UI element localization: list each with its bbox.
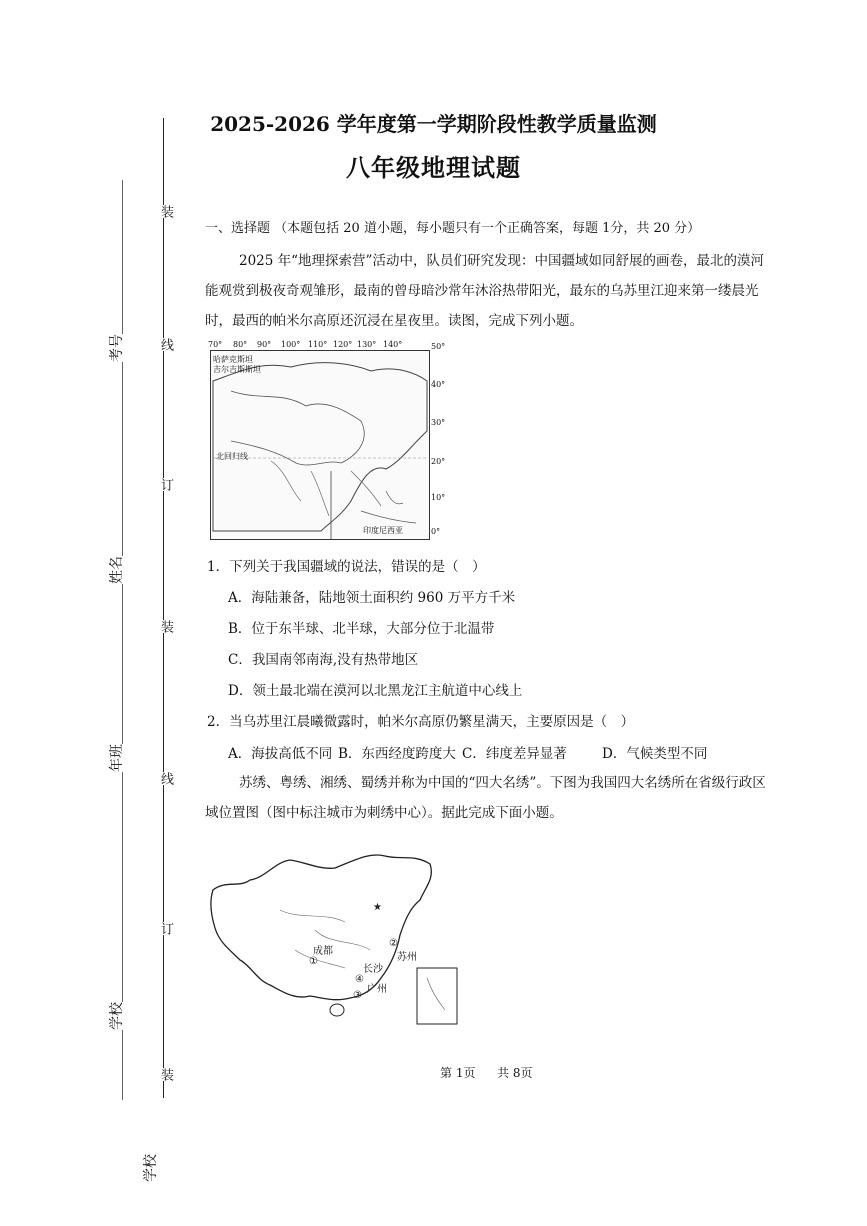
binding-mark: 装 [158,620,173,633]
map-tick-top: 120° [333,340,353,349]
city-chengdu: 成都 [313,946,333,957]
china-map-drawing [205,850,465,1030]
question-2-option-d[interactable]: D．气候类型不同 [602,746,708,762]
question-2-stem: 2．当乌苏里江晨曦微露时，帕米尔高原仍繁星满天，主要原因是（ ） [207,714,635,730]
map-label-kyrgyzstan: 吉尔吉斯斯坦 [213,365,261,374]
map-tick-right: 20° [431,457,446,466]
map-tick-right: 30° [431,418,446,427]
marker-3: ③ [353,990,362,1001]
bottom-school-label: 学校 [140,1154,160,1182]
question-1-option-b[interactable]: B．位于东半球、北半球，大部分位于北温带 [228,621,495,637]
field-class: 年班 [106,744,126,772]
asia-map-drawing [211,351,429,539]
map-tick-top: 110° [308,340,328,349]
binding-line [163,118,164,1098]
question-1-option-a[interactable]: A．海陆兼备，陆地领土面积约 960 万平方千米 [228,590,516,606]
question-2-option-c[interactable]: C．纬度差异显著 [462,746,567,762]
binding-mark: 线 [158,772,173,785]
map-label-kazakhstan: 哈萨克斯坦 [213,355,253,364]
city-suzhou: 苏州 [397,952,417,963]
binding-mark: 装 [158,1068,173,1081]
map-tick-top: 80° [233,340,248,349]
question-2-option-b[interactable]: B．东西经度跨度大 [338,746,456,762]
section-heading: 一、选择题 （本题包括 20 道小题，每小题只有一个正确答案，每题 1分，共 20 分） [205,221,701,236]
marker-4: ④ [355,974,364,985]
marker-1: ① [309,956,318,967]
binding-mark: 订 [158,922,173,935]
field-name: 姓名 [106,556,126,584]
field-line [122,180,123,1100]
binding-mark: 订 [158,478,173,491]
page-footer [440,1064,533,1081]
binding-mark: 线 [158,338,173,351]
map-asia [205,340,450,540]
map-tick-right: 10° [431,493,446,502]
map-label-indonesia: 印度尼西亚 [363,526,403,535]
map-tick-right: 50° [431,342,446,351]
question-1-option-c[interactable]: C．我国南邻南海,没有热带地区 [228,652,419,668]
map-tick-top: 100° [281,340,301,349]
question-1-option-d[interactable]: D．领土最北端在漠河以北黑龙江主航道中心线上 [228,683,523,699]
city-changsha: 长沙 [363,964,383,975]
exam-subtitle: 八年级地理试题 [346,153,521,182]
question-1-stem: 1．下列关于我国疆域的说法，错误的是（ ） [207,559,486,575]
intro-paragraph-1: 2025 年“地理探索营”活动中，队员们研究发现：中国疆域如同舒展的画卷，最北的漠河能观赏到极夜奇观雏形，最南的曾母暗沙常年沐浴热带阳光，最东的乌苏里江迎来第一缕晨光时，最西的帕米尔高原还沉浸在星夜里。读图，完成下列小题。 [205,253,764,329]
svg-text:★: ★ [373,902,382,913]
map-tick-right: 0° [431,527,441,536]
map-tick-top: 140° [383,340,403,349]
question-2-option-a[interactable]: A．海拔高低不同 [228,746,333,762]
field-exam-number: 考号 [106,334,126,362]
map-tick-top: 130° [357,340,377,349]
exam-title: 2025-2026 学年度第一学期阶段性教学质量监测 [210,112,657,136]
map-tick-top: 70° [208,340,223,349]
map-china [205,850,465,1030]
intro-paragraph-2: 苏绣、粤绣、湘绣、蜀绣并称为中国的“四大名绣”。下图为我国四大名绣所在省级行政区域位置图（图中标注城市为刺绣中心）。据此完成下面小题。 [205,775,766,821]
city-guangzhou: 广州 [367,984,387,995]
marker-2: ② [389,938,398,949]
page-number: 第 1页 [440,1066,476,1080]
map-label-tropic: 北回归线 [216,452,248,461]
binding-mark: 装 [158,205,173,218]
map-tick-top: 90° [257,340,272,349]
field-school: 学校 [106,1002,126,1030]
map-tick-right: 40° [431,380,446,389]
page-total: 共 8页 [497,1066,533,1080]
